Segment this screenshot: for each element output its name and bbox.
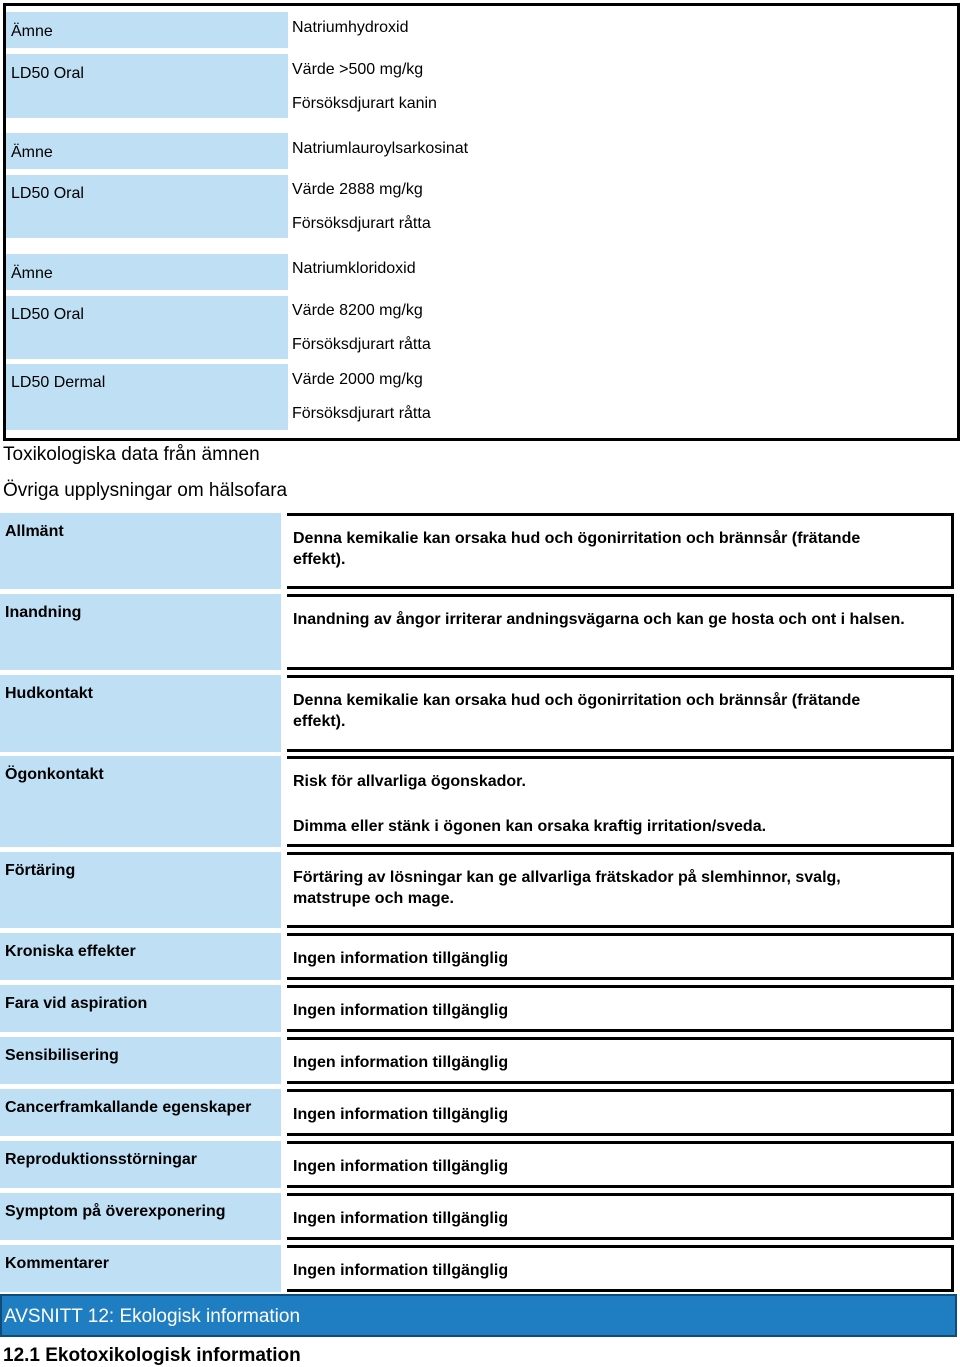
label-text: Ämne	[11, 23, 53, 40]
health-row-text: Ingen information tillgänglig	[293, 1106, 509, 1123]
label-text: LD50 Oral	[11, 185, 84, 202]
section-12-bar	[0, 1294, 957, 1337]
health-row-text: Denna kemikalie kan orsaka hud och ögonirritation och brännsår (frätande effekt).	[293, 530, 861, 568]
value-text: Försöksdjurart råtta	[292, 405, 431, 422]
health-row-label: Allmänt	[0, 513, 281, 589]
health-row-label: Kommentarer	[0, 1245, 281, 1292]
label-cell-substance	[6, 12, 288, 48]
value-line	[292, 95, 892, 115]
label-text: LD50 Dermal	[11, 374, 106, 391]
value-line	[292, 181, 892, 201]
value-line	[292, 61, 892, 81]
section-12-title: AVSNITT 12: Ekologisk information	[4, 1306, 301, 1327]
value-line	[292, 140, 892, 160]
health-row-label: Sensibilisering	[0, 1037, 281, 1084]
value-text: Försöksdjurart råtta	[292, 215, 431, 232]
health-row-text: Ingen information tillgänglig	[293, 1262, 509, 1279]
label-cell-ld50-oral	[6, 175, 288, 238]
value-line	[292, 260, 892, 280]
value-line	[292, 371, 892, 391]
toxicology-heading: Toxikologiska data från ämnen	[3, 444, 260, 465]
health-row-label: Kroniska effekter	[0, 933, 281, 980]
value-line	[292, 405, 892, 425]
label-text: LD50 Oral	[11, 306, 84, 323]
health-row-text: Ingen information tillgänglig	[293, 1210, 509, 1227]
value-text: Värde >500 mg/kg	[292, 61, 424, 78]
health-row-label: Cancerframkallande egenskaper	[0, 1089, 281, 1136]
health-row-text: Risk för allvarliga ögonskador.	[293, 773, 526, 790]
label-cell-substance	[6, 133, 288, 169]
label-text: Ämne	[11, 265, 53, 282]
health-row-text: Ingen information tillgänglig	[293, 950, 509, 967]
value-text: Försöksdjurart råtta	[292, 336, 431, 353]
health-row-text: Ingen information tillgänglig	[293, 1054, 509, 1071]
value-line	[292, 215, 892, 235]
label-text: Ämne	[11, 144, 53, 161]
value-text: Natriumkloridoxid	[292, 260, 416, 277]
label-cell-ld50-oral	[6, 296, 288, 359]
health-row-label: Symptom på överexponering	[0, 1193, 281, 1240]
health-row-label: Fara vid aspiration	[0, 985, 281, 1032]
value-text: Natriumhydroxid	[292, 19, 409, 36]
health-row-box	[287, 594, 954, 670]
health-row-text: Ingen information tillgänglig	[293, 1002, 509, 1019]
label-cell-ld50-dermal	[6, 364, 288, 430]
health-row-label: Ögonkontakt	[0, 756, 281, 847]
health-row-text: Förtäring av lösningar kan ge allvarliga frätskador på slemhinnor, svalg, matstrupe och mage.	[293, 869, 841, 907]
health-heading: Övriga upplysningar om hälsofara	[3, 480, 288, 501]
label-cell-ld50-oral	[6, 54, 288, 118]
health-row-text: Denna kemikalie kan orsaka hud och ögonirritation och brännsår (frätande effekt).	[293, 692, 861, 730]
value-line	[292, 302, 892, 322]
health-row-label: Reproduktionsstörningar	[0, 1141, 281, 1188]
value-text: Natriumlauroylsarkosinat	[292, 140, 469, 157]
health-row-text: Dimma eller stänk i ögonen kan orsaka kraftig irritation/sveda.	[293, 818, 767, 835]
health-row-label: Inandning	[0, 594, 281, 670]
label-text: LD50 Oral	[11, 65, 84, 82]
health-row-text: Inandning av ångor irriterar andningsvägarna och kan ge hosta och ont i halsen.	[293, 611, 905, 628]
value-line	[292, 19, 892, 39]
value-text: Försöksdjurart kanin	[292, 95, 437, 112]
value-line	[292, 336, 892, 356]
health-row-label: Förtäring	[0, 852, 281, 928]
health-row-label: Hudkontakt	[0, 675, 281, 752]
value-text: Värde 2888 mg/kg	[292, 181, 423, 198]
section-12-1-heading: 12.1 Ekotoxikologisk information	[3, 1345, 301, 1366]
health-row-text: Ingen information tillgänglig	[293, 1158, 509, 1175]
value-text: Värde 8200 mg/kg	[292, 302, 423, 319]
label-cell-substance	[6, 254, 288, 290]
value-text: Värde 2000 mg/kg	[292, 371, 423, 388]
